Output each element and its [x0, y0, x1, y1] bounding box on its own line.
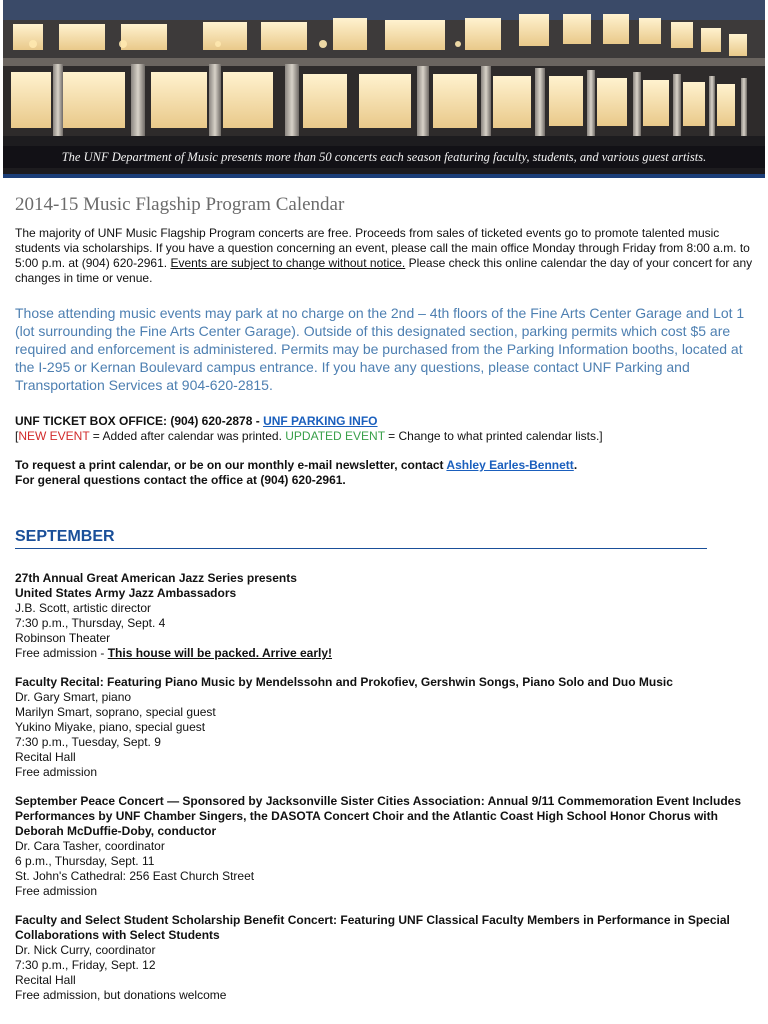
header-banner — [3, 0, 765, 178]
event-detail: 7:30 p.m., Thursday, Sept. 4 — [15, 616, 166, 630]
event-item — [15, 794, 753, 899]
intro-text-2: Please check this online calendar the day of your concert for any changes in time or venue. — [15, 256, 753, 285]
event-detail: Free admission — [15, 765, 98, 779]
admission-text: Free admission - — [15, 646, 108, 660]
event-detail: 6 p.m., Thursday, Sept. 11 — [15, 854, 155, 868]
contact-period: . — [573, 458, 578, 472]
event-admission — [15, 646, 753, 661]
general-questions-text: For general questions contact the office at (904) 620-2961. — [15, 473, 346, 487]
updated-event-legend: UPDATED EVENT — [285, 429, 385, 443]
event-detail: Marilyn Smart, soprano, special guest — [15, 705, 216, 719]
intro-paragraph — [15, 226, 753, 286]
event-detail: Recital Hall — [15, 973, 76, 987]
event-item — [15, 571, 753, 661]
event-list — [15, 571, 753, 1003]
event-detail: Recital Hall — [15, 750, 76, 764]
event-title: 27th Annual Great American Jazz Series presents United States Army Jazz Ambassadors — [15, 571, 297, 600]
intro-change-notice: Events are subject to change without notice. — [170, 256, 406, 270]
event-detail: Robinson Theater — [15, 631, 111, 645]
banner-caption: The UNF Department of Music presents more than 50 concerts each season featuring faculty, students, and various guest artists. — [3, 146, 765, 168]
contact-email-link[interactable]: Ashley Earles-Bennett — [446, 458, 574, 472]
main-content — [0, 194, 768, 1003]
contact-request-text: To request a print calendar, or be on our monthly e-mail newsletter, contact — [15, 458, 447, 472]
event-title: Faculty and Select Student Scholarship Benefit Concert: Featuring UNF Classical Faculty Members in Performance in Special Collaborations with Select Students — [15, 913, 730, 942]
event-detail: Free admission — [15, 884, 98, 898]
month-heading: SEPTEMBER — [15, 528, 707, 549]
event-detail: 7:30 p.m., Friday, Sept. 12 — [15, 958, 156, 972]
event-detail: St. John's Cathedral: 256 East Church Street — [15, 869, 255, 883]
new-event-legend: NEW EVENT — [18, 429, 90, 443]
event-detail: Free admission, but donations welcome — [15, 988, 227, 1002]
event-item — [15, 913, 753, 1003]
event-detail: J.B. Scott, artistic director — [15, 601, 152, 615]
event-item — [15, 675, 753, 780]
intro-text-1: The majority of UNF Music Flagship Program concerts are free. Proceeds from sales of ticketed events go to promote talented music students via scholarships. If you have a question concerning an event, please call the main office Monday through Friday from 8:00 a.m. to 5:00 p.m. at (904) 620-2961. — [15, 226, 750, 270]
event-note: This house will be packed. Arrive early! — [107, 646, 333, 660]
event-detail: 7:30 p.m., Tuesday, Sept. 9 — [15, 735, 161, 749]
box-office-label: UNF TICKET BOX OFFICE: (904) 620-2878 - — [15, 414, 264, 428]
updated-event-desc: = Change to what printed calendar lists.] — [384, 429, 603, 443]
new-event-desc: = Added after calendar was printed. — [89, 429, 286, 443]
parking-info-link[interactable]: UNF PARKING INFO — [263, 414, 378, 428]
contact-info — [15, 458, 753, 488]
event-title: September Peace Concert — Sponsored by Jacksonville Sister Cities Association: Annual 9/11 Commemoration Event Includes Performances by UNF Chamber Singers, the DASOTA Concert Choir and the Atlantic Coast High School Honor Chorus with Deborah McDuffie-Doby, conductor — [15, 794, 741, 838]
page-title: 2014-15 Music Flagship Program Calendar — [15, 194, 345, 215]
event-detail: Dr. Gary Smart, piano — [15, 690, 132, 704]
event-detail: Yukino Miyake, piano, special guest — [15, 720, 206, 734]
legend-open: [ — [15, 429, 19, 443]
event-title: Faculty Recital: Featuring Piano Music by Mendelssohn and Prokofiev, Gershwin Songs, Piano Solo and Duo Music — [15, 675, 673, 689]
parking-paragraph: Those attending music events may park at no charge on the 2nd – 4th floors of the Fine Arts Center Garage and Lot 1 (lot surrounding the Fine Arts Center Garage). Outside of this designated section, parking permits which cost $5 are required and enforcement is administered. Permits may be purchased from the Parking Information booths, located at the I-295 or Kernan Boulevard campus entrance. If you have any questions, please contact UNF Parking and Transportation Services at 904-620-2815. — [15, 305, 745, 393]
event-detail: Dr. Nick Curry, coordinator — [15, 943, 156, 957]
box-office-info — [15, 414, 753, 444]
event-detail: Dr. Cara Tasher, coordinator — [15, 839, 165, 853]
